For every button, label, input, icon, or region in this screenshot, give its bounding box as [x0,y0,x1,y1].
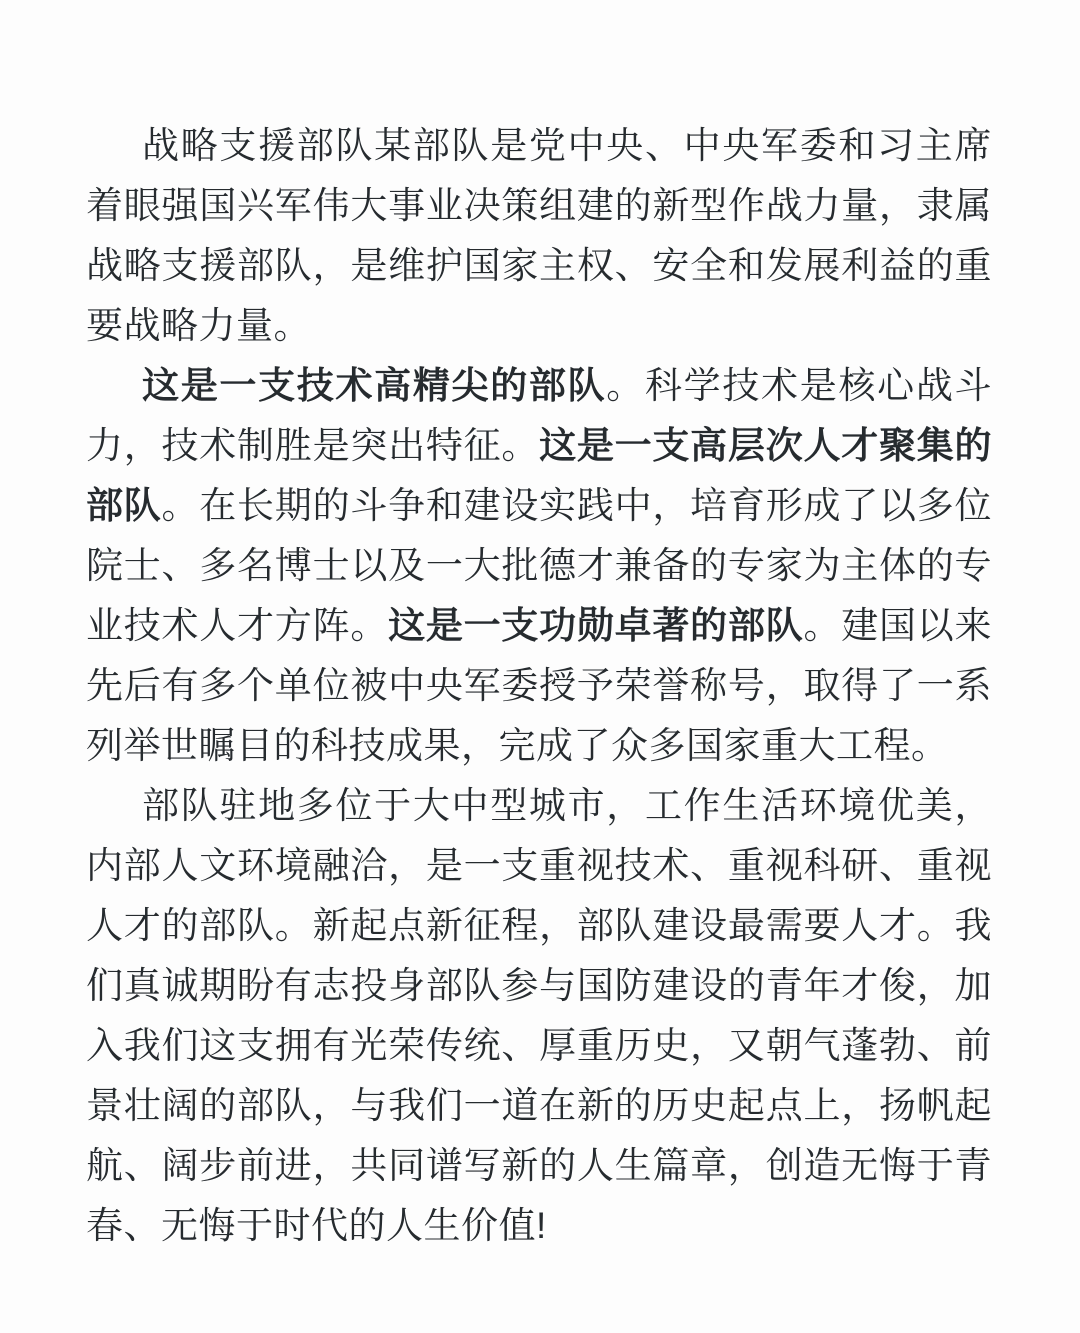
text-run: 。在长期的斗争和建设实践中，培育形成了以多位院士、多名博士以及一大批德才兼备的专家为主体的专业技术人才方阵。 [86,485,993,646]
article-body [86,116,992,1256]
text-run: 。建国以来先后有多个单位被中央军委授予荣誉称号，取得了一系列举世瞩目的科技成果，完成了众多国家重大工程。 [86,605,993,766]
bold-text-run: 这是一支技术高精尖的部队 [142,365,607,406]
bold-text-run: 这是一支功勋卓著的部队 [388,605,804,646]
text-run: 部队驻地多位于大中型城市，工作生活环境优美，内部人文环境融洽，是一支重视技术、重视科研、重视人才的部队。新起点新征程，部队建设最需要人才。我们真诚期盼有志投身部队参与国防建设的青年才俊，加入我们这支拥有光荣传统、厚重历史，又朝气蓬勃、前景壮阔的部队，与我们一道在新的历史起点上，扬帆起航、阔步前进，共同谱写新的人生篇章，创造无悔于青春、无悔于时代的人生价值! [86,785,992,1246]
bold-text-run: 这是一支高层次人才聚集的部队 [86,425,993,526]
paragraph [86,356,992,776]
text-run: 。科学技术是核心战斗力，技术制胜是突出特征。 [86,365,993,466]
text-run: 战略支援部队某部队是党中央、中央军委和习主席着眼强国兴军伟大事业决策组建的新型作战力量，隶属战略支援部队，是维护国家主权、安全和发展利益的重要战略力量。 [86,125,992,346]
paragraph [86,776,992,1256]
paragraph [86,116,992,356]
